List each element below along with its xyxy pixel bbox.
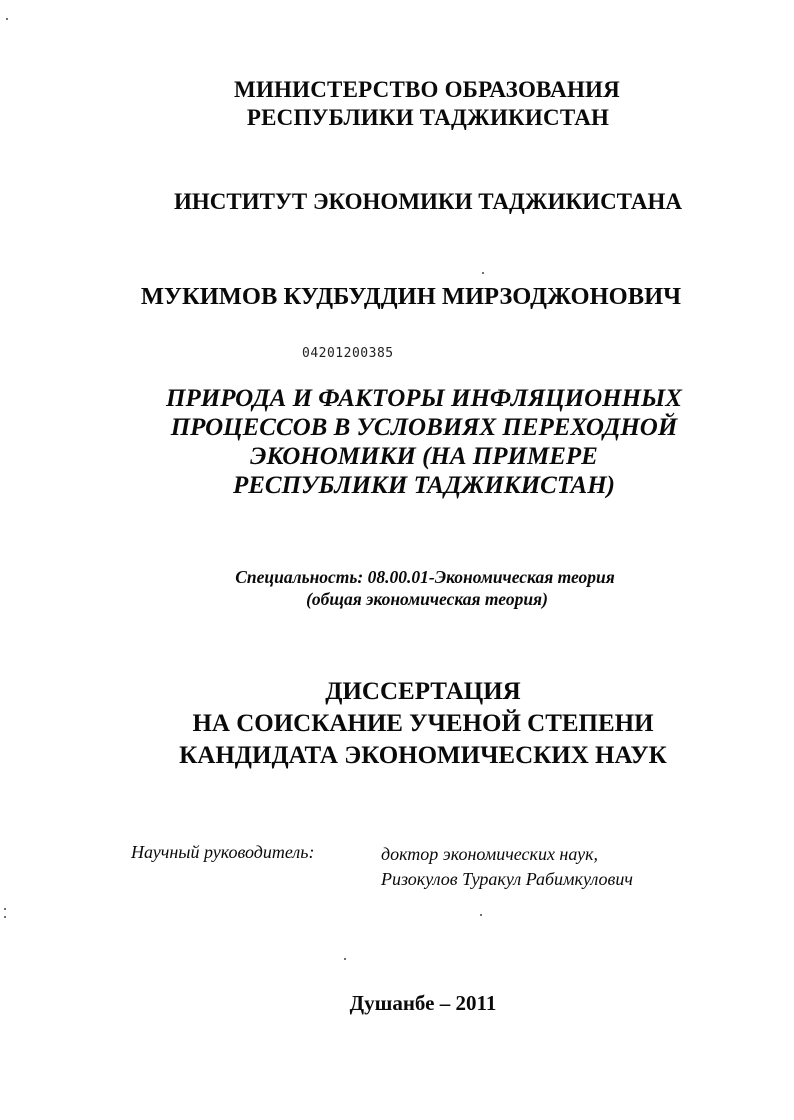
scan-speck	[4, 908, 6, 910]
title-line-4: РЕСПУБЛИКИ ТАДЖИКИСТАН)	[232, 472, 615, 499]
supervisor-info	[381, 842, 633, 892]
degree-line-3: КАНДИДАТА ЭКОНОМИЧЕСКИХ НАУК	[179, 742, 667, 769]
specialty	[0, 566, 794, 610]
scan-speck	[480, 914, 482, 916]
ministry-line-2: РЕСПУБЛИКИ ТАДЖИКИСТАН	[246, 105, 610, 130]
degree-heading	[0, 676, 794, 772]
scan-speck	[482, 272, 484, 274]
scan-speck	[6, 18, 8, 20]
author-name: МУКИМОВ КУДБУДДИН МИРЗОДЖОНОВИЧ	[140, 283, 682, 310]
specialty-line-2: (общая экономическая теория)	[306, 589, 548, 609]
scan-speck	[4, 916, 6, 918]
supervisor-degree: доктор экономических наук,	[381, 844, 599, 864]
institute-name: ИНСТИТУТ ЭКОНОМИКИ ТАДЖИКИСТАНА	[174, 189, 682, 214]
degree-line-1: ДИССЕРТАЦИЯ	[325, 678, 521, 705]
title-line-2: ПРОЦЕССОВ В УСЛОВИЯХ ПЕРЕХОДНОЙ	[170, 414, 678, 441]
specialty-line-1: Специальность: 08.00.01-Экономическая теория	[235, 567, 615, 587]
ministry-line-1: МИНИСТЕРСТВО ОБРАЗОВАНИЯ	[234, 77, 620, 102]
supervisor-name: Ризокулов Туракул Рабимкулович	[381, 869, 633, 889]
title-line-3: ЭКОНОМИКИ (НА ПРИМЕРЕ	[250, 443, 598, 470]
place-year: Душанбе – 2011	[349, 991, 497, 1015]
title-line-1: ПРИРОДА И ФАКТОРЫ ИНФЛЯЦИОННЫХ	[166, 385, 682, 412]
degree-line-2: НА СОИСКАНИЕ УЧЕНОЙ СТЕПЕНИ	[192, 710, 654, 737]
scan-speck	[344, 958, 346, 960]
registration-number: 04201200385	[302, 346, 394, 361]
dissertation-title	[0, 384, 794, 500]
supervisor-label: Научный руководитель:	[131, 842, 315, 862]
ministry-heading	[0, 76, 794, 132]
